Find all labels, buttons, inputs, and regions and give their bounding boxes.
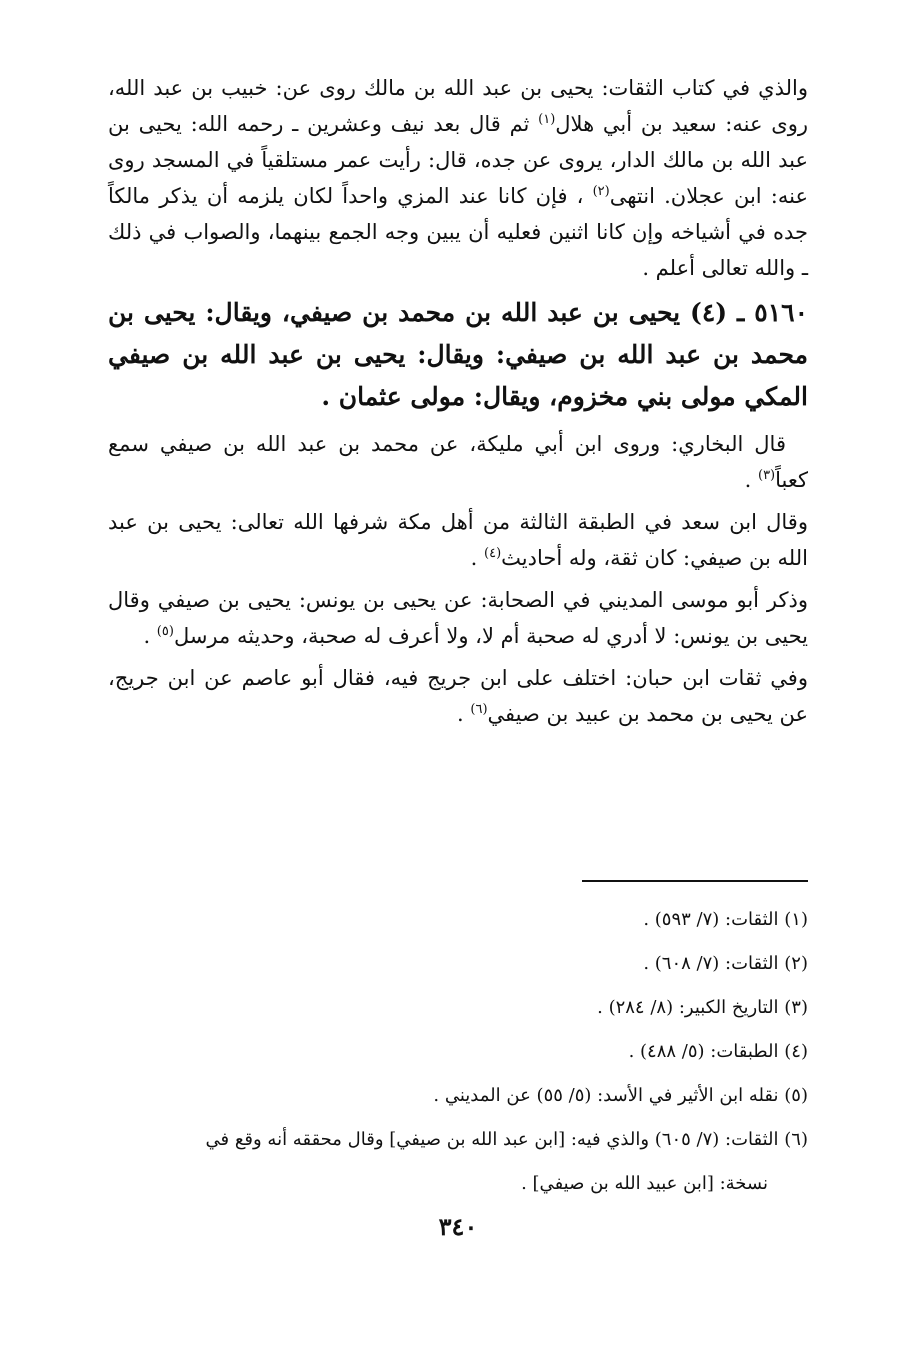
bukhari-text: قال البخاري: وروى ابن أبي مليكة، عن محمد بن عبد الله بن صيفي سمع كعباً <box>108 432 808 492</box>
ibnsaad-end: . <box>470 546 484 570</box>
ibnhibban-end: . <box>457 702 471 726</box>
intro-text-b: ثم قال بعد نيف وعشرين ـ رحمه الله: يحيى بن عبد الله بن مالك الدار، يروى عن جده، قال: رأيت عمر مستلقياً في المسجد روى عنه: ابن عجلان. انتهى <box>108 112 808 208</box>
footnote-ref-3[interactable]: (٣) <box>757 468 776 483</box>
main-text <box>108 70 808 738</box>
ibnsaad-text: وقال ابن سعد في الطبقة الثالثة من أهل مكة شرفها الله تعالى: يحيى بن عبد الله بن صيفي: كان ثقة، وله أحاديث <box>108 510 808 570</box>
footnote-ref-1[interactable]: (١) <box>538 112 556 127</box>
ibnhibban-text: وفي ثقات ابن حبان: اختلف على ابن جريج فيه، فقال أبو عاصم عن ابن جريج، عن يحيى بن محمد بن عبيد بن صيفي <box>108 666 808 726</box>
footnotes-list <box>108 898 808 1206</box>
bukhari-end: . <box>744 468 758 492</box>
abumusa-end: . <box>143 624 157 648</box>
ibnsaad-paragraph <box>108 504 808 576</box>
abumusa-paragraph <box>108 582 808 654</box>
footnote-ref-5[interactable]: (٥) <box>156 624 174 639</box>
entry-heading: ٥١٦٠ ـ (٤) يحيى بن عبد الله بن محمد بن صيفي، ويقال: يحيى بن محمد بن عبد الله بن صيفي: ويقال: يحيى بن عبد الله بن صيفي المكي مولى بني مخزوم، ويقال: مولى عثمان . <box>108 298 808 411</box>
bukhari-paragraph <box>108 426 808 498</box>
intro-paragraph <box>108 70 808 286</box>
footnote-ref-2[interactable]: (٢) <box>592 184 610 199</box>
footnote-separator <box>582 880 808 882</box>
footnote-ref-6[interactable]: (٦) <box>470 702 488 717</box>
abumusa-text: وذكر أبو موسى المديني في الصحابة: عن يحيى بن يونس: يحيى بن صيفي وقال يحيى بن يونس: لا أدري له صحبة أم لا، ولا أعرف له صحبة، وحديثه مرسل <box>108 588 808 648</box>
intro-text-c: ، فإن كانا عند المزي واحداً لكان يلزمه أن يذكر مالكاً جده في أشياخه وإن كانا اثنين فعليه أن يبين وجه الجمع بينهما، والصواب في ذلك ـ والله تعالى أعلم . <box>108 184 808 280</box>
page-number: ٣٤٠ <box>438 1212 478 1241</box>
ibnhibban-paragraph <box>108 660 808 732</box>
footnote-6-continuation: نسخة: [ابن عبيد الله بن صيفي] . <box>521 1173 768 1194</box>
intro-text-a: والذي في كتاب الثقات: يحيى بن عبد الله بن مالك روى عن: خبيب بن عبد الله، روى عنه: سعيد بن أبي هلال <box>108 76 808 136</box>
footnote-4: (٤) الطبقات: (٥/ ٤٨٨) . <box>628 1041 808 1062</box>
footnote-1: (١) الثقات: (٧/ ٥٩٣) . <box>643 909 808 930</box>
footnote-6: (٦) الثقات: (٧/ ٦٠٥) والذي فيه: [ابن عبد الله بن صيفي] وقال محققه أنه وقع في <box>205 1129 808 1150</box>
footnote-3: (٣) التاريخ الكبير: (٨/ ٢٨٤) . <box>597 997 808 1018</box>
footnote-ref-4[interactable]: (٤) <box>484 546 502 561</box>
footnote-2: (٢) الثقات: (٧/ ٦٠٨) . <box>643 953 808 974</box>
footnote-5: (٥) نقله ابن الأثير في الأسد: (٥/ ٥٥) عن المديني . <box>433 1085 808 1106</box>
